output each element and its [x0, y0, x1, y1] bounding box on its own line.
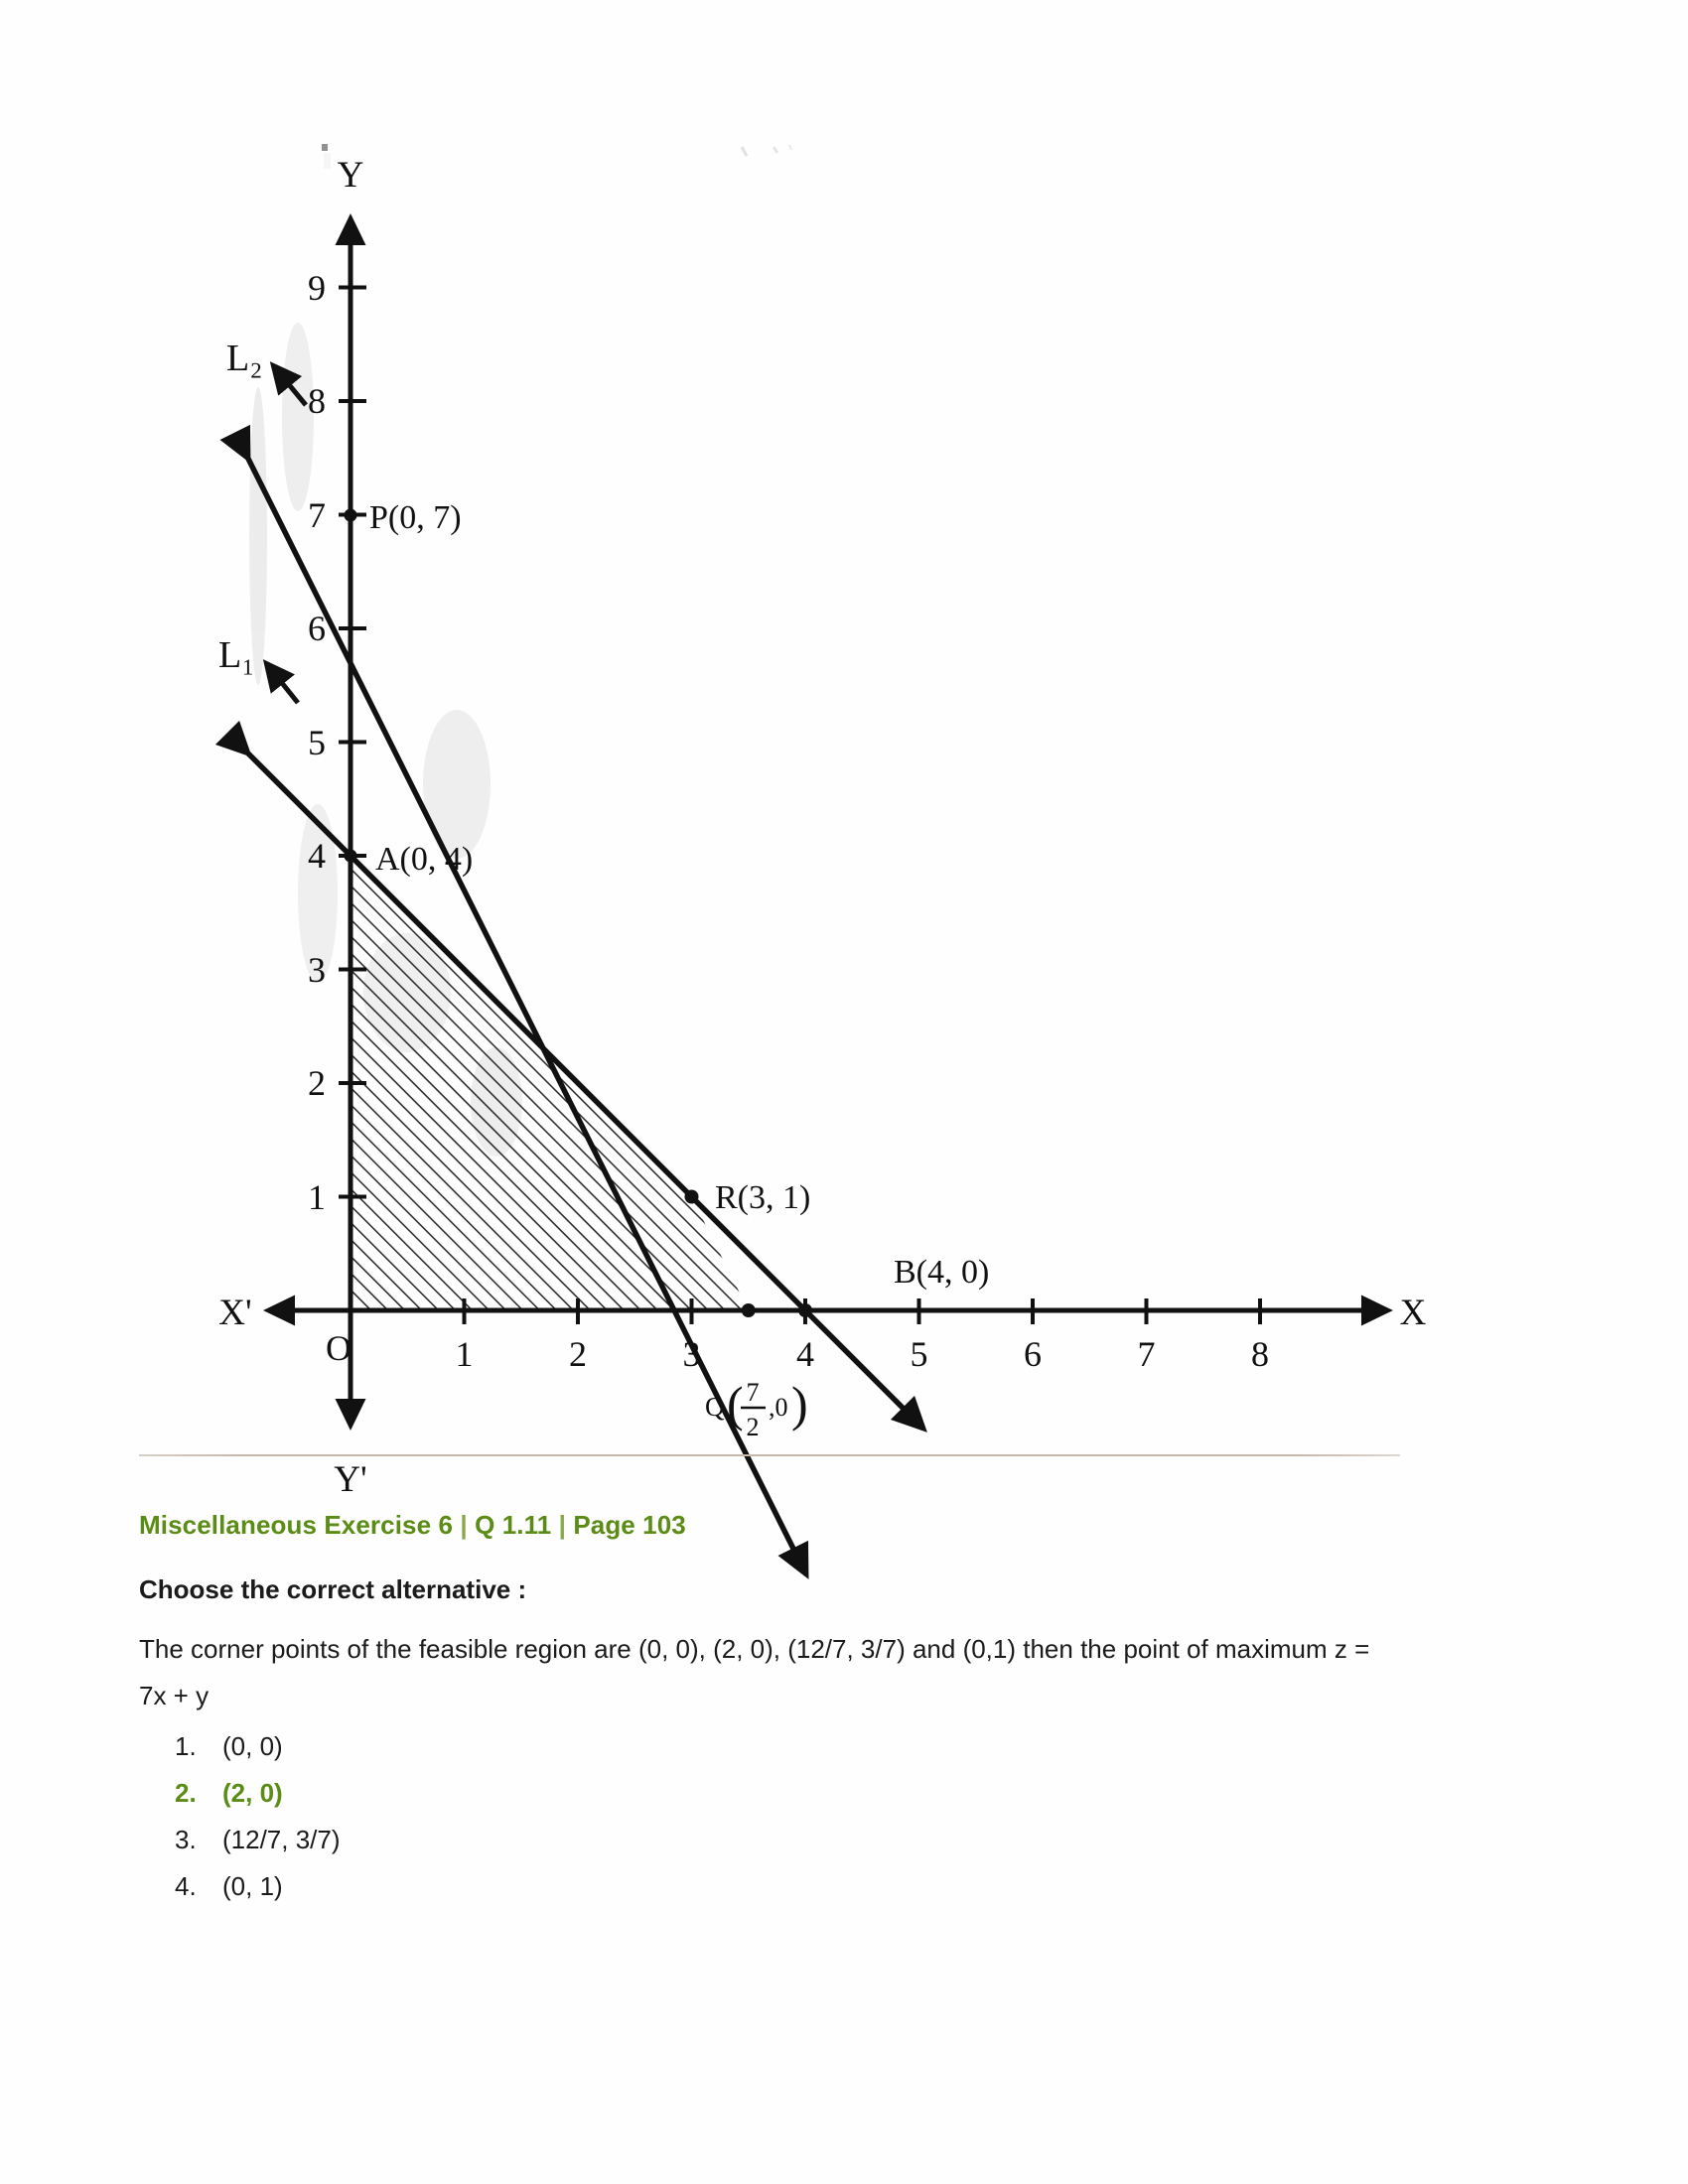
point-label-Q-prefix: Q [705, 1392, 725, 1422]
exercise-name: Miscellaneous Exercise 6 [139, 1510, 454, 1540]
paren-close: ) [791, 1376, 808, 1432]
point-label-A: A(0, 4) [375, 841, 474, 878]
x-tick-label: 8 [1251, 1334, 1269, 1374]
option-2[interactable] [175, 1778, 1068, 1825]
option-label: (12/7, 3/7) [222, 1825, 341, 1854]
y-tick-label: 1 [308, 1177, 326, 1217]
page-number: Page 103 [573, 1510, 686, 1540]
option-number: 2. [175, 1778, 197, 1808]
meta-separator-1: | [460, 1510, 468, 1540]
x-neg-axis-label: X' [218, 1293, 252, 1333]
x-tick-label: 5 [910, 1334, 928, 1374]
point-label-P: P(0, 7) [369, 499, 462, 536]
origin-label: O [326, 1328, 352, 1368]
option-label: (0, 1) [222, 1871, 283, 1901]
x-tick-label: 6 [1024, 1334, 1042, 1374]
y-tick-label: 9 [308, 268, 326, 308]
y-tick-label: 7 [308, 495, 326, 535]
line-label-L2: L₂ [226, 338, 263, 379]
option-number: 1. [175, 1731, 197, 1761]
y-tick-label: 2 [308, 1063, 326, 1103]
y-tick-label: 3 [308, 950, 326, 990]
y-tick-label: 5 [308, 723, 326, 762]
x-tick-label: 2 [569, 1334, 587, 1374]
question-text: The corner points of the feasible region are (0, 0), (2, 0), (12/7, 3/7) and (0,1) then the point of maximum z = 7x + y [139, 1634, 1370, 1710]
graph-figure [139, 119, 1450, 1500]
section-divider [139, 1454, 1400, 1456]
option-label: (0, 0) [222, 1731, 283, 1761]
point-label-Q-denominator: 2 [746, 1413, 760, 1441]
question-number: Q 1.11 [475, 1510, 552, 1540]
y-tick-label: 6 [308, 609, 326, 648]
option-3[interactable] [175, 1825, 1068, 1871]
scan-artifacts [322, 144, 791, 169]
y-tick-label: 4 [308, 836, 326, 876]
feasible-region-shaded [351, 856, 749, 1310]
point-label-R: R(3, 1) [715, 1179, 811, 1216]
exercise-meta [139, 1510, 686, 1541]
point-label-Q [705, 1376, 808, 1441]
y-tick-label: 8 [308, 381, 326, 421]
x-tick-label: 1 [455, 1334, 474, 1374]
y-axis-label: Y [337, 155, 364, 196]
x-axis-label: X [1399, 1293, 1427, 1333]
x-tick-label: 7 [1137, 1334, 1156, 1374]
instruction-text: Choose the correct alternative : [139, 1574, 527, 1604]
x-tick-label: 4 [796, 1334, 814, 1374]
option-number: 4. [175, 1871, 197, 1901]
paren-open: ( [727, 1376, 744, 1432]
y-neg-axis-label: Y' [334, 1459, 367, 1500]
point-label-Q-numerator: 7 [746, 1378, 760, 1407]
line-label-L1: L₁ [218, 634, 255, 676]
x-tick-label: 3 [682, 1334, 701, 1374]
point-label-Q-suffix: ,0 [769, 1393, 788, 1422]
y-tick-labels [308, 268, 326, 1217]
option-4[interactable] [175, 1871, 1068, 1918]
point-label-B: B(4, 0) [894, 1254, 990, 1291]
option-label: (2, 0) [222, 1778, 283, 1808]
answer-options-list [175, 1731, 1068, 1918]
option-number: 3. [175, 1825, 197, 1854]
meta-separator-2: | [558, 1510, 566, 1540]
option-1[interactable] [175, 1731, 1068, 1778]
